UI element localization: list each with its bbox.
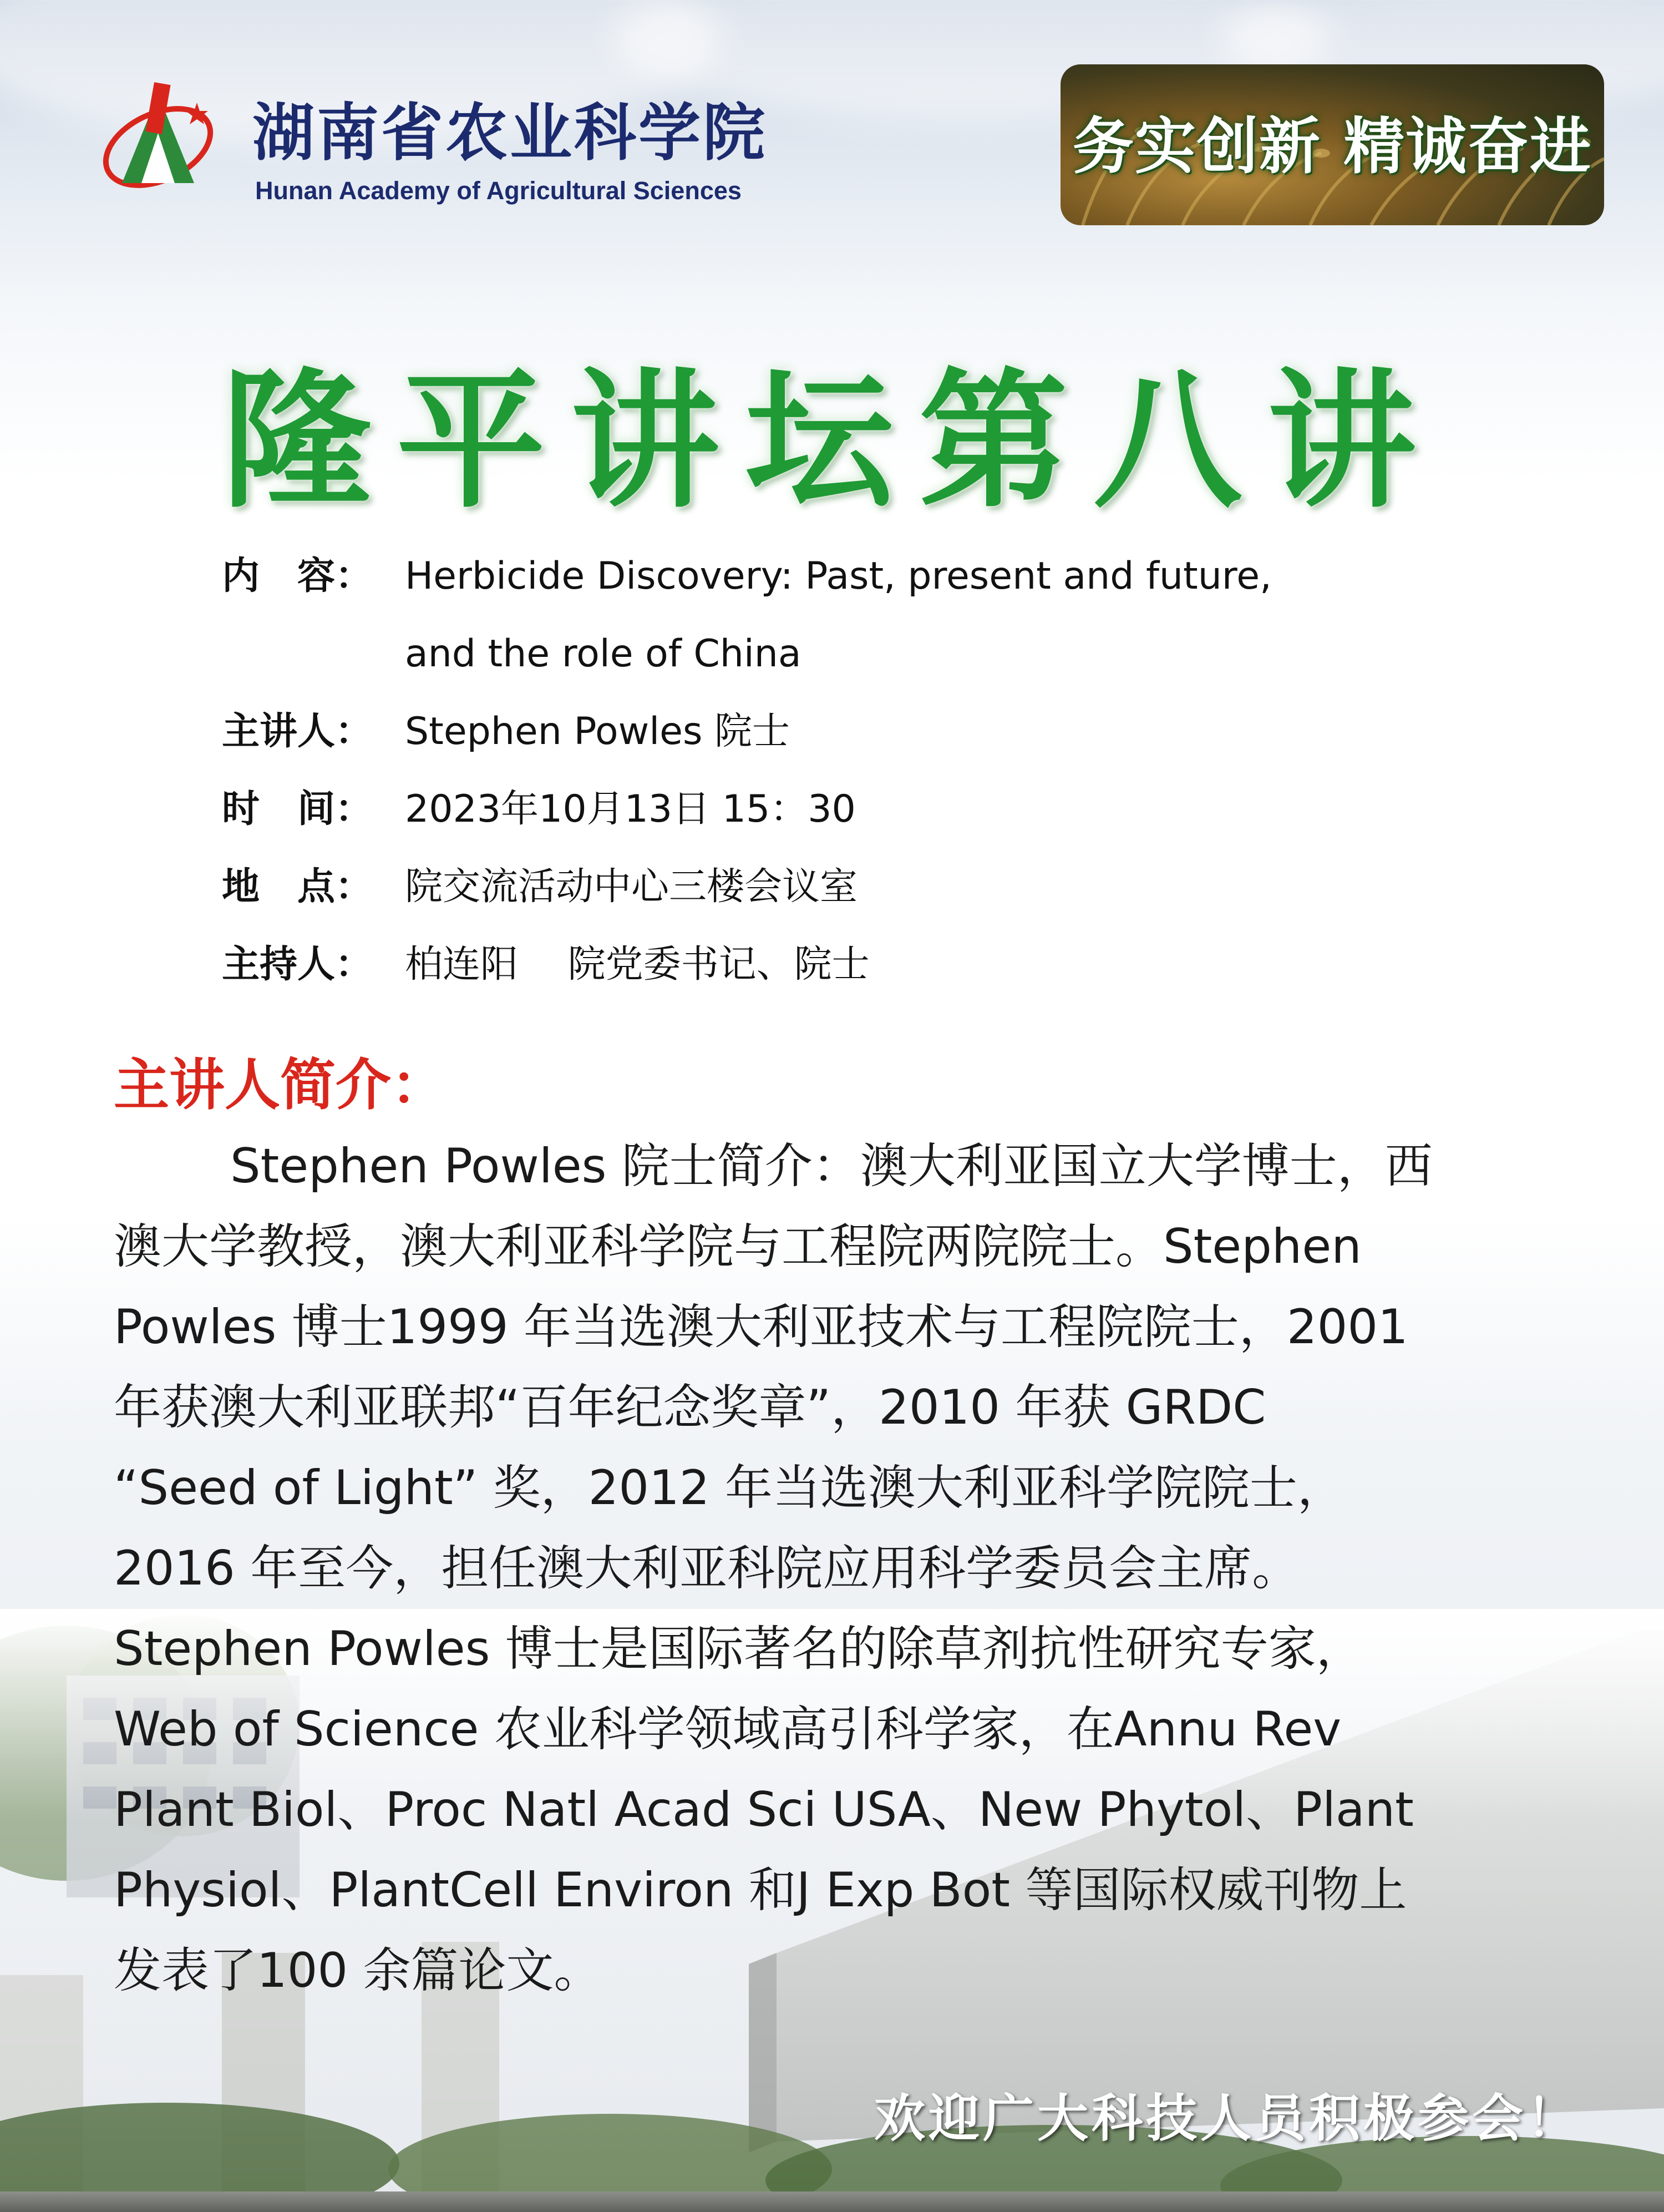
lecture-title: 隆平讲坛第八讲 (222, 353, 1442, 528)
content-value-line1: Herbicide Discovery: Past, present and future, (405, 554, 1272, 598)
info-speaker-row (222, 710, 790, 753)
bio-line: Stephen Powles 院士简介：澳大利亚国立大学博士，西 (230, 1138, 1433, 1194)
host-value: 柏连阳 院党委书记、院士 (405, 943, 870, 986)
bio-line: Powles 博士1999 年当选澳大利亚技术与工程院院士，2001 (114, 1299, 1408, 1355)
bio-line: 年获澳大利亚联邦“百年纪念奖章”，2010 年获 GRDC (114, 1380, 1266, 1435)
speaker-intro-heading: 主讲人简介： (114, 1052, 447, 1117)
bio-line: “Seed of Light” 奖，2012 年当选澳大利亚科学院院士， (114, 1460, 1345, 1516)
info-host-row (222, 943, 870, 986)
content-value-line2: and the role of China (405, 632, 801, 676)
bio-line: 澳大学教授，澳大利亚科学院与工程院两院院士。Stephen (114, 1219, 1362, 1274)
bio-line: Web of Science 农业科学领域高引科学家，在Annu Rev (114, 1702, 1342, 1757)
bio-line: 发表了100 余篇论文。 (114, 1943, 602, 1998)
bio-line: Physiol、PlantCell Environ 和J Exp Bot 等国际权威刊物上 (114, 1862, 1407, 1918)
time-label: 时 间： (222, 787, 373, 831)
place-value: 院交流活动中心三楼会议室 (405, 865, 858, 909)
academy-logo-icon (94, 72, 222, 200)
info-content-row (222, 554, 1272, 598)
info-content-row-continued (405, 632, 801, 676)
welcome-message: 欢迎广大科技人员积极参会！ (874, 2089, 1581, 2148)
speaker-bio (114, 1126, 1556, 2011)
content-label: 内 容： (222, 554, 373, 598)
info-time-row (222, 787, 856, 831)
info-place-row (222, 865, 858, 909)
speaker-value: Stephen Powles 院士 (405, 710, 790, 753)
bio-line: 2016 年至今，担任澳大利亚科院应用科学委员会主席。 (114, 1541, 1300, 1596)
bio-line: Stephen Powles 博士是国际著名的除草剂抗性研究专家， (114, 1621, 1364, 1677)
bio-line: Plant Biol、Proc Natl Acad Sci USA、New Phytol、Plant (114, 1782, 1414, 1838)
organization-name-en: Hunan Academy of Agricultural Sciences (255, 176, 742, 205)
speaker-label: 主讲人： (222, 710, 373, 753)
host-label: 主持人： (222, 943, 373, 986)
organization-name-cn: 湖南省农业科学院 (252, 97, 767, 169)
time-value: 2023年10月13日 15：30 (405, 787, 856, 831)
place-label: 地 点： (222, 865, 373, 909)
motto-text: 务实创新 精诚奋进 (1072, 110, 1592, 182)
motto-banner (1061, 64, 1604, 225)
